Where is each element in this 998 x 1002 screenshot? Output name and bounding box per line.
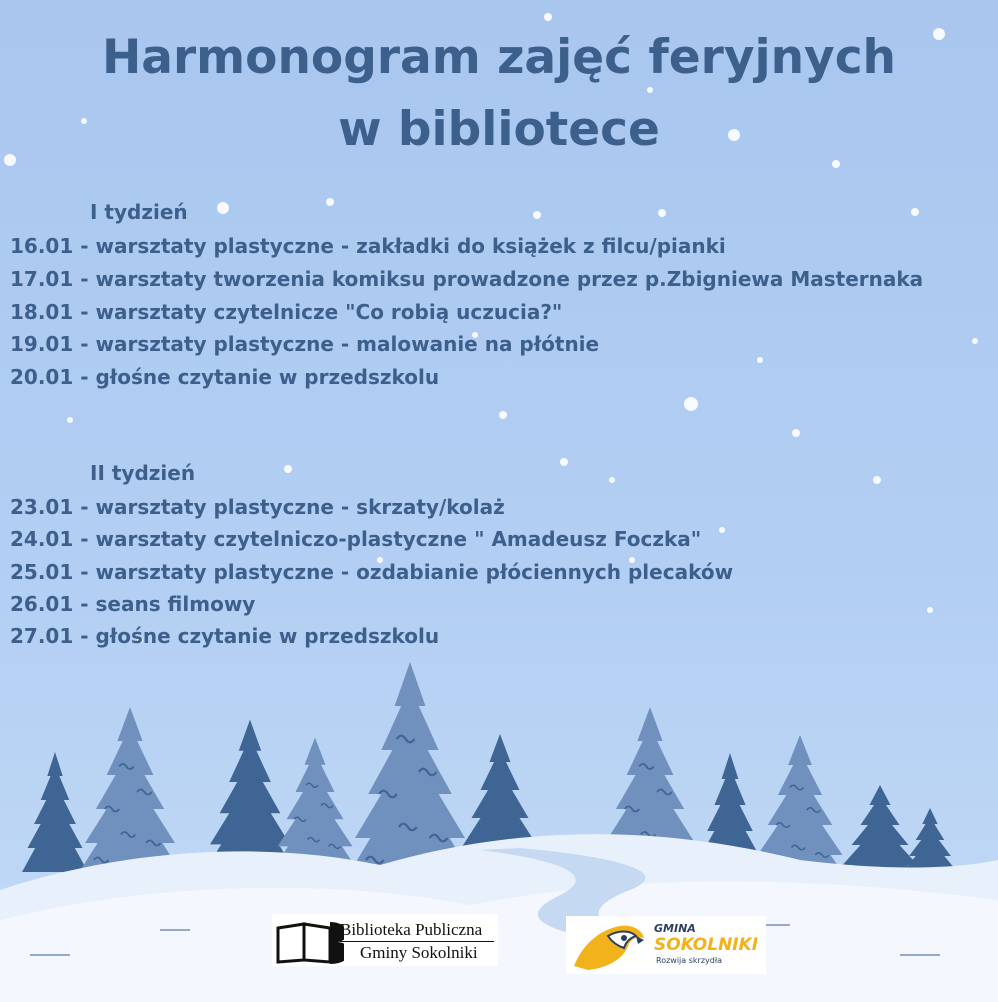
book-icon (274, 914, 344, 966)
schedule-item: 16.01 - warsztaty plastyczne - zakładki do książek z filcu/pianki (10, 234, 726, 258)
week-1-heading: I tydzień (90, 200, 188, 224)
page-title-line-2: w bibliotece (338, 102, 660, 157)
schedule-item: 17.01 - warsztaty tworzenia komiksu prowadzone przez p.Zbigniewa Masternaka (10, 267, 924, 291)
library-name-line-1: Biblioteka Publiczna (340, 920, 483, 939)
gmina-word: GMINA (654, 922, 696, 935)
library-divider (340, 941, 494, 942)
week-2-heading: II tydzień (90, 461, 196, 485)
page-title-line-1: Harmonogram zajęć feryjnych (101, 30, 897, 85)
schedule-item: 23.01 - warsztaty plastyczne - skrzaty/kolaż (10, 495, 505, 519)
gmina-logo (566, 916, 766, 974)
schedule-item: 27.01 - głośne czytanie w przedszkolu (10, 624, 440, 648)
schedule-item: 25.01 - warsztaty plastyczne - ozdabianie płóciennych plecaków (10, 560, 734, 584)
schedule-item: 18.01 - warsztaty czytelnicze "Co robią uczucia?" (10, 300, 563, 324)
falcon-icon (568, 916, 648, 974)
library-logo (272, 914, 498, 966)
schedule-item: 19.01 - warsztaty plastyczne - malowanie na płótnie (10, 332, 600, 356)
gmina-tagline: Rozwija skrzydła (656, 956, 723, 965)
gmina-name: SOKOLNIKI (654, 935, 759, 955)
schedule-item: 26.01 - seans filmowy (10, 592, 256, 616)
library-name-line-2: Gminy Sokolniki (360, 943, 478, 962)
schedule-item: 20.01 - głośne czytanie w przedszkolu (10, 365, 440, 389)
schedule-item: 24.01 - warsztaty czytelniczo-plastyczne " Amadeusz Foczka" (10, 527, 702, 551)
